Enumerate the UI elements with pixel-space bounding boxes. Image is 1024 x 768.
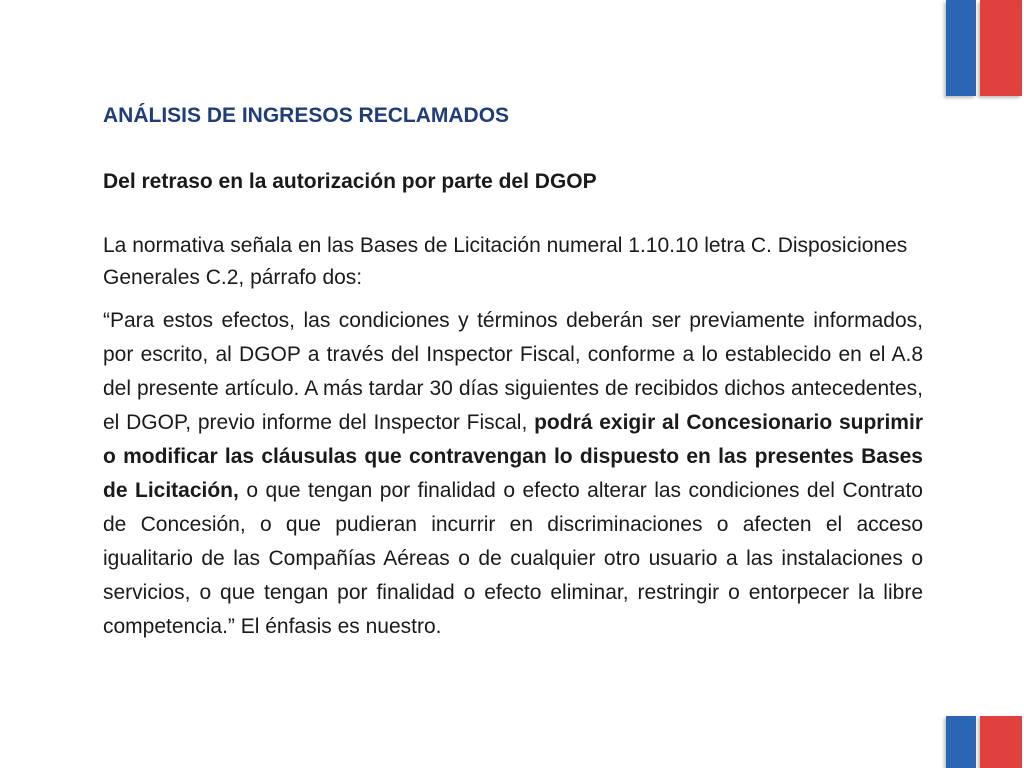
flag-decoration-top — [946, 0, 1024, 96]
flag-blue-bar — [946, 0, 976, 96]
slide-subtitle: Del retraso en la autorización por parte del DGOP — [103, 170, 597, 193]
flag-red-bar — [980, 0, 1022, 96]
quote-text-end: o que tengan por finalidad o efecto alterar las condiciones del Contrato de Concesión, o que pudieran incurrir en discriminaciones o afecten el acceso igualitario de las Compañías Aéreas o de cualquier otro usuario a las instalaciones o servicios, o que tengan por finalidad o efecto eliminar, restringir o entorpecer la libre competencia.” El énfasis es nuestro. — [103, 479, 923, 638]
flag-decoration-bottom — [946, 716, 1024, 768]
flag-red-bar — [980, 716, 1022, 768]
slide-title: ANÁLISIS DE INGRESOS RECLAMADOS — [103, 104, 510, 127]
quote-paragraph — [103, 304, 923, 644]
intro-paragraph: La normativa señala en las Bases de Licitación numeral 1.10.10 letra C. Disposiciones Generales C.2, párrafo dos: — [103, 234, 908, 289]
quote-emphasis: podrá exigir al Concesionario suprimir o modificar las cláusulas que contravengan lo dispuesto en las presentes Bases de Licitación, — [103, 411, 923, 502]
flag-blue-bar — [946, 716, 976, 768]
quote-text-start: “Para estos efectos, las condiciones y términos deberán ser previamente informados, por escrito, al DGOP a través del Inspector Fiscal, conforme a lo establecido en el A.8 del presente artículo. A más tardar 30 días siguientes de recibidos dichos antecedentes, el DGOP, previo informe del Inspector Fiscal, — [103, 309, 923, 434]
slide-content — [103, 100, 923, 644]
